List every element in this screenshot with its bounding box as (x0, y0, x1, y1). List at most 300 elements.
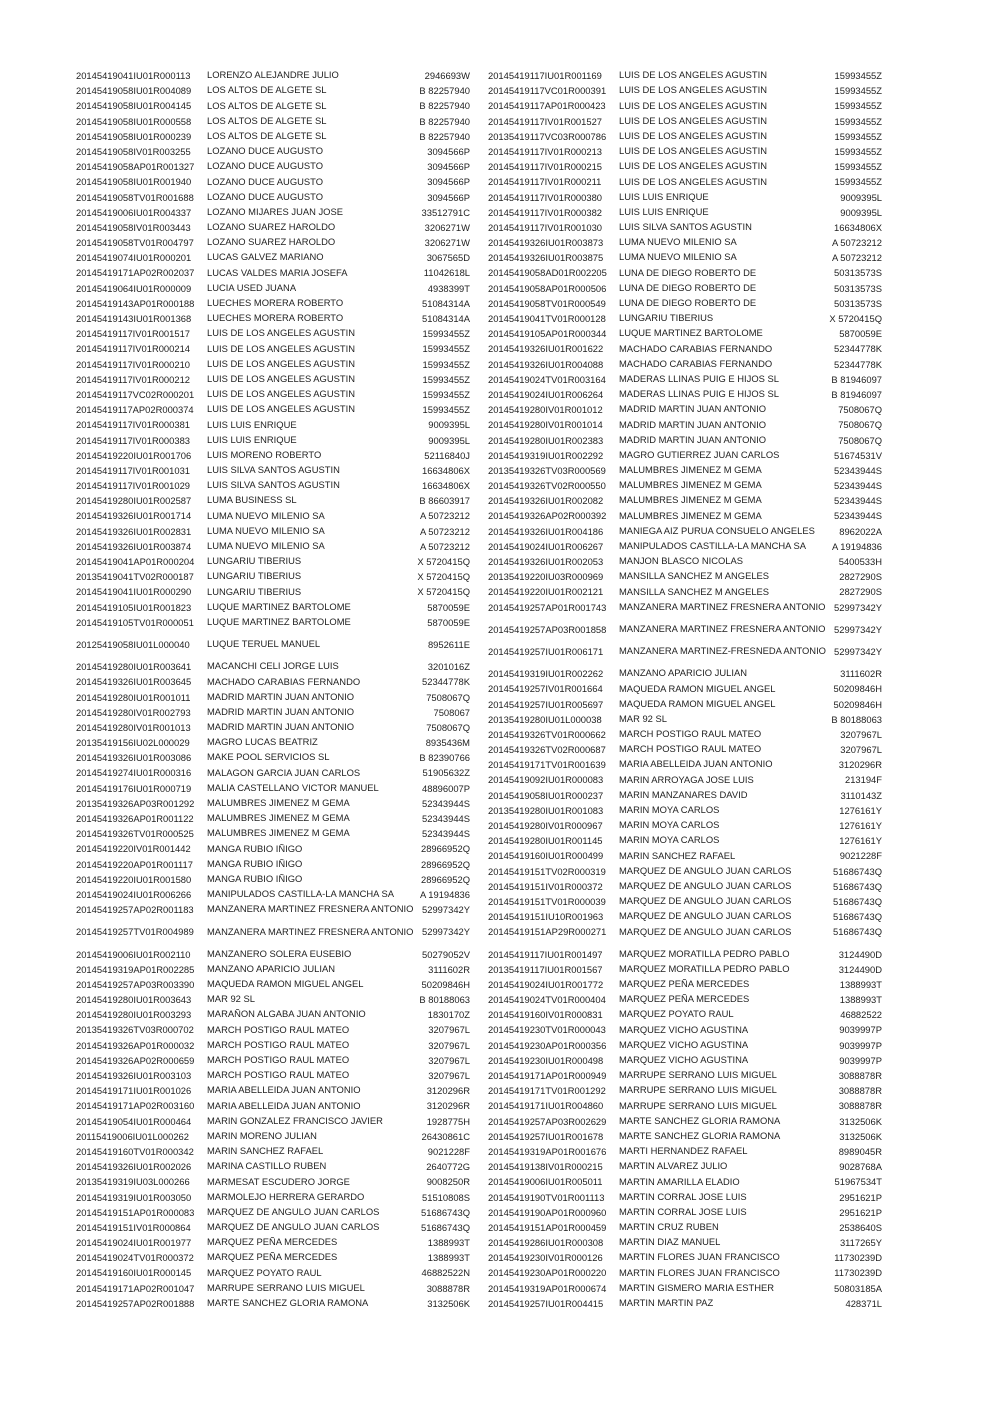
record-name: LUNA DE DIEGO ROBERTO DE (619, 281, 757, 293)
record-code: 20145419024IU01R006266 (76, 888, 192, 900)
record-id: 2827290S (839, 586, 882, 598)
record-code: 20145419257AP02R001183 (76, 904, 194, 916)
record-name: LUNGARIU TIBERIUS (619, 312, 714, 324)
record-id: 51084314A (422, 313, 470, 324)
record-code: 20145419058AD01R002205 (488, 267, 607, 279)
record-row (76, 992, 476, 1007)
record-name: MARQUEZ POYATO RAUL (207, 1266, 322, 1278)
record-id: 1928775H (426, 1115, 470, 1127)
record-row (488, 848, 888, 863)
record-name: LOS ALTOS DE ALGETE SL (207, 114, 327, 126)
record-code: 20145419041IU01R000290 (76, 586, 192, 598)
record-code: 20145419117IV01R000383 (76, 434, 190, 446)
record-code: 20145419160IU01R000499 (488, 850, 604, 862)
record-row (488, 326, 888, 341)
record-code: 20145419326TV02R000550 (488, 480, 606, 492)
record-id: 2951621P (839, 1206, 882, 1218)
record-row (488, 144, 888, 159)
record-code: 20145419171AP01R000949 (488, 1070, 607, 1081)
record-name: MARTI HERNANDEZ RAFAEL (619, 1145, 748, 1157)
record-code: 20145419117IV01R001517 (76, 328, 190, 340)
record-id: 50209846H (421, 978, 470, 990)
record-name: LUIS SILVA SANTOS AGUSTIN (207, 464, 340, 476)
record-code: 20135419326AP03R001292 (76, 797, 195, 809)
record-row (488, 1083, 888, 1098)
record-code: 20145419286IU01R000308 (488, 1237, 604, 1249)
record-code: 20145419257IU01R004415 (488, 1297, 604, 1309)
record-row (488, 697, 888, 712)
record-id: 15993455Z (834, 70, 882, 81)
record-name: LUIS LUIS ENRIQUE (207, 418, 297, 430)
record-name: LUECHES MORERA ROBERTO (207, 297, 344, 308)
record-code: 20145419041TV01R000128 (488, 313, 606, 324)
record-code: 20145419274IU01R000316 (76, 767, 192, 779)
record-id: 50803185A (834, 1282, 882, 1294)
record-code: 20145419257IU01R006171 (488, 645, 604, 657)
record-code: 20115419006IU01L000262 (76, 1130, 189, 1142)
record-name: MANZANERA MARTINEZ FRESNERA ANTONIO (619, 622, 826, 634)
record-row (76, 311, 476, 326)
record-code: 20145419058IU01R000239 (76, 130, 192, 142)
record-row (488, 1250, 888, 1265)
record-name: MARIN MORENO JULIAN (207, 1129, 317, 1141)
record-id: 3111602R (840, 668, 882, 680)
record-code: 20145419117IV01R000215 (488, 161, 602, 173)
record-row (488, 159, 888, 174)
record-name: LUIS DE LOS ANGELES AGUSTIN (619, 114, 767, 126)
record-row (488, 924, 888, 946)
record-name: MARIN MOYA CARLOS (619, 819, 720, 831)
record-name: MANSILLA SANCHEZ M ANGELES (619, 585, 770, 597)
record-code: 20145419024TV01R000404 (488, 994, 606, 1006)
record-id: 8962022A (839, 525, 882, 537)
record-row (76, 1068, 476, 1083)
record-name: MALUMBRES JIMENEZ M GEMA (619, 494, 762, 506)
record-code: 20145419257AP03R001858 (488, 623, 607, 635)
record-name: LUCAS VALDES MARIA JOSEFA (207, 266, 348, 278)
record-row (488, 894, 888, 909)
record-row (488, 524, 888, 539)
record-row (488, 622, 888, 644)
record-row (76, 659, 476, 674)
record-row (488, 947, 888, 962)
record-code: 20145419326IU01R002053 (488, 556, 604, 567)
record-code: 20145419151IV01R000864 (76, 1221, 191, 1233)
record-code: 20145419171AP02R002037 (76, 267, 195, 279)
record-id: 52997342Y (422, 926, 470, 938)
record-code: 20145419319AP01R002285 (76, 963, 195, 975)
record-code: 20145419058TV01R001688 (76, 191, 194, 203)
record-row (488, 190, 888, 205)
record-code: 20145419143IU01R001368 (76, 313, 192, 324)
record-row (76, 1114, 476, 1129)
record-name: MARQUEZ DE ANGULO JUAN CARLOS (207, 1221, 380, 1233)
record-name: LOZANO DUCE AUGUSTO (207, 160, 323, 172)
record-id: 15993455Z (422, 388, 470, 400)
record-name: LUQUE TERUEL MANUEL (207, 638, 321, 650)
record-id: 1388993T (839, 978, 882, 990)
record-row (76, 584, 476, 599)
record-name: MARRUPE SERRANO LUIS MIGUEL (619, 1069, 777, 1081)
record-name: MANIEGA AIZ PURUA CONSUELO ANGELES (619, 524, 815, 536)
record-row (488, 1235, 888, 1250)
record-id: A 50723212 (831, 237, 882, 249)
record-row (76, 463, 476, 478)
record-name: MADERAS LLINAS PUIG E HIJOS SL (619, 372, 779, 384)
record-name: MALUMBRES JIMENEZ M GEMA (619, 509, 762, 521)
record-code: 20145419143AP01R000188 (76, 297, 195, 309)
record-id: 16634806X (834, 221, 882, 233)
record-id: 3088878R (838, 1100, 882, 1112)
record-code: 20145419058IV01R003443 (76, 221, 191, 233)
record-row (488, 235, 888, 250)
record-name: MARIN SANCHEZ RAFAEL (619, 849, 736, 861)
record-row (488, 742, 888, 757)
record-id: 3088878R (426, 1282, 470, 1294)
record-code: 20145419058IV01R003255 (76, 145, 191, 157)
record-row (76, 765, 476, 780)
record-name: MANGA RUBIO IÑIGO (207, 842, 303, 854)
record-row (488, 463, 888, 478)
record-id: 3207967L (840, 744, 882, 756)
record-row (76, 1159, 476, 1174)
record-code: 20145419117IV01R000210 (76, 358, 190, 370)
record-code: 20145419257AP03R003390 (76, 978, 195, 990)
record-code: 20145419117AP02R000374 (76, 404, 194, 416)
record-row (76, 554, 476, 569)
record-code: 20145419326IU01R002082 (488, 495, 604, 507)
record-name: LUIS DE LOS ANGELES AGUSTIN (207, 372, 355, 384)
record-name: MANZANERA MARTINEZ FRESNERA ANTONIO (207, 903, 414, 915)
record-id: 2640772G (426, 1161, 470, 1173)
record-row (76, 1007, 476, 1022)
record-name: MARQUEZ VICHO AGUSTINA (619, 1038, 749, 1050)
record-code: 20145419326IU01R004186 (488, 525, 604, 537)
record-row (76, 826, 476, 841)
record-name: MACHADO CARABIAS FERNANDO (619, 357, 773, 369)
record-code: 20145419117IV01R001031 (76, 464, 190, 476)
record-row (488, 977, 888, 992)
record-name: MANZANERA MARTINEZ FRESNERA ANTONIO (207, 925, 414, 937)
record-code: 20145419117IV01R000382 (488, 206, 602, 218)
record-code: 20145419117IV01R000211 (488, 176, 602, 188)
record-name: LUECHES MORERA ROBERTO (207, 312, 344, 324)
record-name: MARTE SANCHEZ GLORIA RAMONA (207, 1297, 369, 1308)
record-id: 7508067Q (426, 691, 470, 703)
record-row (76, 569, 476, 584)
record-name: LUNA DE DIEGO ROBERTO DE (619, 297, 757, 308)
record-name: LUIS DE LOS ANGELES AGUSTIN (619, 129, 767, 141)
record-code: 20135419280IU01L000038 (488, 713, 602, 725)
record-row (488, 1038, 888, 1053)
record-row (76, 796, 476, 811)
record-name: MALUMBRES JIMENEZ M GEMA (619, 464, 762, 476)
record-code: 20145419138IV01R000215 (488, 1161, 603, 1173)
record-name: MARTIN AMARILLA ELADIO (619, 1175, 740, 1187)
record-id: 52997342Y (834, 601, 882, 613)
record-id: 51686743Q (832, 911, 882, 923)
record-row (76, 1250, 476, 1265)
record-code: 20145419024TV01R000372 (76, 1252, 194, 1264)
record-code: 20145419230IU01R000498 (488, 1054, 604, 1066)
record-name: MANZANERO SOLERA EUSEBIO (207, 947, 352, 959)
record-id: 3094566P (427, 161, 470, 173)
record-row (488, 265, 888, 280)
record-row (488, 818, 888, 833)
record-name: MALUMBRES JIMENEZ M GEMA (619, 479, 762, 491)
record-name: LUIS DE LOS ANGELES AGUSTIN (619, 175, 767, 187)
record-row (76, 615, 476, 637)
record-id: 5870059E (427, 616, 470, 628)
record-code: 20145419280IV01R000967 (488, 820, 603, 831)
record-code: 20145419326IU01R004088 (488, 358, 604, 370)
record-code: 20145419058IU01R001940 (76, 176, 192, 188)
record-name: LOZANO DUCE AUGUSTO (207, 145, 323, 157)
record-id: 3207967L (428, 1054, 470, 1066)
record-code: 20125419058IU01L000040 (76, 638, 190, 650)
record-code: 20145419257IU01R005697 (488, 698, 604, 710)
record-name: LOZANO DUCE AUGUSTO (207, 175, 323, 187)
record-id: B 82390766 (419, 752, 470, 764)
record-id: 9008250R (426, 1176, 470, 1188)
record-row (76, 1053, 476, 1068)
record-id: 28966952Q (420, 873, 470, 885)
record-row (488, 1144, 888, 1159)
record-id: 3124490D (838, 948, 882, 960)
record-code: 20145419280IV01R002793 (76, 706, 191, 718)
record-name: MARQUEZ PEÑA MERCEDES (207, 1236, 338, 1248)
record-row (488, 554, 888, 569)
record-name: MARCH POSTIGO RAUL MATEO (207, 1023, 350, 1035)
record-id: 51084314A (422, 297, 470, 309)
record-name: LUMA BUSINESS SL (207, 494, 297, 506)
record-id: 50209846H (833, 698, 882, 710)
record-name: LUIS DE LOS ANGELES AGUSTIN (619, 160, 767, 172)
record-code: 20145419326IU01R003875 (488, 252, 604, 264)
record-row (488, 666, 888, 681)
record-row (76, 1296, 476, 1311)
record-code: 20145419160IV01R000831 (488, 1009, 603, 1021)
record-code: 20145419220IV01R001442 (76, 843, 191, 855)
record-name: MANZANO APARICIO JULIAN (619, 667, 747, 679)
record-code: 20135419156IU02L000029 (76, 737, 190, 749)
record-name: MARAÑON ALGABA JUAN ANTONIO (207, 1008, 366, 1020)
record-id: 3117265Y (839, 1237, 882, 1249)
record-row (76, 129, 476, 144)
record-code: 20145419006IU01R004337 (76, 206, 192, 218)
record-name: LUIS SILVA SANTOS AGUSTIN (619, 221, 752, 233)
record-id: 3120296R (838, 759, 882, 771)
record-code: 20145419151AP01R000083 (76, 1206, 195, 1218)
record-code: 20145419220AP01R001117 (76, 858, 193, 870)
record-code: 20145419058IU01R004089 (76, 85, 192, 97)
record-row (76, 174, 476, 189)
record-row (76, 159, 476, 174)
record-id: X 5720415Q (417, 571, 470, 583)
record-id: 15993455Z (422, 328, 470, 340)
record-row (488, 757, 888, 772)
record-code: 20135419117IU01R001567 (488, 963, 603, 975)
record-id: 50209846H (833, 683, 882, 695)
record-code: 20145419058AP01R000506 (488, 282, 607, 294)
record-name: MARTE SANCHEZ GLORIA RAMONA (619, 1114, 781, 1126)
record-name: MARRUPE SERRANO LUIS MIGUEL (207, 1281, 365, 1293)
record-name: MARIN MOYA CARLOS (619, 804, 720, 815)
record-name: MARIA ABELLEIDA JUAN ANTONIO (207, 1084, 361, 1096)
record-row (488, 1114, 888, 1129)
record-id: 51905632Z (422, 767, 470, 779)
record-name: MARIN SANCHEZ RAFAEL (207, 1145, 324, 1157)
record-row (488, 220, 888, 235)
record-id: A 50723212 (831, 252, 882, 264)
record-id: 5870059E (427, 601, 470, 613)
record-row (76, 1190, 476, 1205)
record-name: MACANCHI CELI JORGE LUIS (207, 660, 339, 672)
record-name: MANSILLA SANCHEZ M ANGELES (619, 570, 770, 582)
record-code: 20145419117IV01R000380 (488, 191, 602, 203)
record-id: 2538640S (839, 1221, 882, 1233)
record-code: 20145419171AP02R003160 (76, 1100, 195, 1112)
record-row (76, 1235, 476, 1250)
record-id: 52116840J (424, 449, 470, 461)
record-name: MALIA CASTELLANO VICTOR MANUEL (207, 781, 379, 793)
record-id: 3206271W (424, 221, 470, 233)
record-row (488, 803, 888, 818)
record-code: 20145419326AP02R000392 (488, 510, 607, 522)
record-id: 9039997P (839, 1024, 882, 1036)
record-code: 20145419326IU01R002831 (76, 525, 192, 537)
record-id: 50313573S (834, 267, 882, 279)
record-id: 26430861C (421, 1130, 470, 1142)
record-id: 16634806X (422, 464, 470, 476)
record-name: MALUMBRES JIMENEZ M GEMA (207, 827, 350, 839)
record-id: 28966952Q (420, 843, 470, 855)
record-id: 3094566P (427, 191, 470, 203)
record-code: 20145419326TV01R000662 (488, 728, 606, 740)
record-code: 20145419171AP02R001047 (76, 1282, 195, 1294)
record-row (76, 872, 476, 887)
record-row (76, 750, 476, 765)
record-name: LUMA NUEVO MILENIO SA (207, 524, 325, 536)
record-name: MARQUEZ MORATILLA PEDRO PABLO (619, 962, 790, 974)
record-id: B 82257940 (419, 115, 470, 127)
record-id: 3207967L (840, 728, 882, 740)
record-id: 7508067Q (426, 721, 470, 733)
record-name: LUMA NUEVO MILENIO SA (619, 251, 737, 263)
record-code: 20145419190AP01R000960 (488, 1206, 607, 1218)
record-row (76, 508, 476, 523)
record-id: B 82257940 (419, 130, 470, 142)
record-code: 20145419319AP01R001676 (488, 1145, 607, 1157)
record-name: LUIS DE LOS ANGELES AGUSTIN (619, 145, 767, 157)
record-name: MARTIN CORRAL JOSE LUIS (619, 1190, 747, 1202)
record-id: 1388993T (839, 994, 882, 1006)
record-name: MARTIN ALVAREZ JULIO (619, 1160, 728, 1172)
record-row (76, 478, 476, 493)
record-name: MARINA CASTILLO RUBEN (207, 1160, 327, 1172)
record-name: MARCH POSTIGO RAUL MATEO (207, 1069, 350, 1081)
record-code: 20145419117IU01R001497 (488, 948, 603, 960)
record-code: 20145419024IU01R006264 (488, 388, 604, 400)
record-id: 52343944S (834, 464, 882, 476)
record-row (488, 68, 888, 83)
record-code: 20145419220IU01R001580 (76, 873, 192, 885)
record-id: B 80188063 (831, 713, 882, 725)
record-name: MARCH POSTIGO RAUL MATEO (207, 1038, 350, 1050)
record-id: 1276161Y (839, 804, 882, 816)
record-name: MADRID MARTIN JUAN ANTONIO (207, 690, 355, 702)
record-code: 20145419024TV01R003164 (488, 373, 606, 385)
record-code: 20135419326TV03R000569 (488, 464, 606, 476)
record-name: LUNGARIU TIBERIUS (207, 585, 302, 597)
record-row (76, 1129, 476, 1144)
record-row (76, 402, 476, 417)
record-name: MADRID MARTIN JUAN ANTONIO (619, 418, 767, 430)
record-id: 8989045R (838, 1145, 882, 1157)
record-id: 9009395L (840, 191, 882, 203)
record-code: 20145419257AP01R001743 (488, 601, 607, 613)
record-code: 20145419171TV01R001639 (488, 759, 606, 771)
record-id: A 50723212 (419, 540, 470, 552)
record-row (488, 833, 888, 848)
record-name: LUIS SILVA SANTOS AGUSTIN (207, 479, 340, 491)
record-id: X 5720415Q (417, 556, 470, 567)
left-column (76, 68, 476, 1311)
record-row (488, 372, 888, 387)
record-row (76, 781, 476, 796)
record-row (488, 644, 888, 666)
record-row (76, 83, 476, 98)
record-id: 3207967L (428, 1024, 470, 1036)
record-row (76, 235, 476, 250)
record-code: 20145419151TV01R000039 (488, 895, 606, 907)
record-name: MAGRO GUTIERREZ JUAN CARLOS (619, 448, 780, 460)
record-id: 15993455Z (422, 343, 470, 355)
record-row (488, 1190, 888, 1205)
record-id: 9021228F (427, 1145, 470, 1157)
record-id: 3207967L (428, 1039, 470, 1051)
record-code: 20145419280IV01R001012 (488, 404, 603, 416)
record-name: MARTIN FLORES JUAN FRANCISCO (619, 1266, 780, 1278)
record-row (76, 1281, 476, 1296)
record-name: MARIA ABELLEIDA JUAN ANTONIO (207, 1099, 361, 1111)
record-code: 20135419117VC03R000786 (488, 130, 607, 142)
record-id: 52343944S (834, 480, 882, 492)
record-id: 9028768A (839, 1161, 882, 1173)
record-row (488, 879, 888, 894)
record-row (76, 811, 476, 826)
record-name: MANIPULADOS CASTILLA-LA MANCHA SA (207, 888, 395, 900)
record-code: 20135419280IU01R001083 (488, 804, 604, 816)
record-code: 20145419058TV01R004797 (76, 237, 194, 249)
record-row (488, 341, 888, 356)
record-name: MARCH POSTIGO RAUL MATEO (207, 1054, 350, 1065)
record-id: 428371L (845, 1297, 882, 1309)
record-name: MARQUEZ VICHO AGUSTINA (619, 1023, 749, 1035)
record-id: 51686743Q (832, 926, 882, 938)
record-code: 20145419117IV01R000212 (76, 373, 190, 385)
record-row (488, 433, 888, 448)
record-name: MARQUEZ PEÑA MERCEDES (207, 1251, 338, 1263)
record-name: MARRUPE SERRANO LUIS MIGUEL (619, 1084, 777, 1096)
record-id: 3120296R (426, 1100, 470, 1112)
record-name: LUIS DE LOS ANGELES AGUSTIN (207, 357, 355, 369)
record-code: 20145419230AP01R000220 (488, 1267, 607, 1279)
record-row (76, 265, 476, 280)
record-row (76, 448, 476, 463)
record-row (76, 433, 476, 448)
record-code: 20135419319IU03L000266 (76, 1176, 190, 1188)
